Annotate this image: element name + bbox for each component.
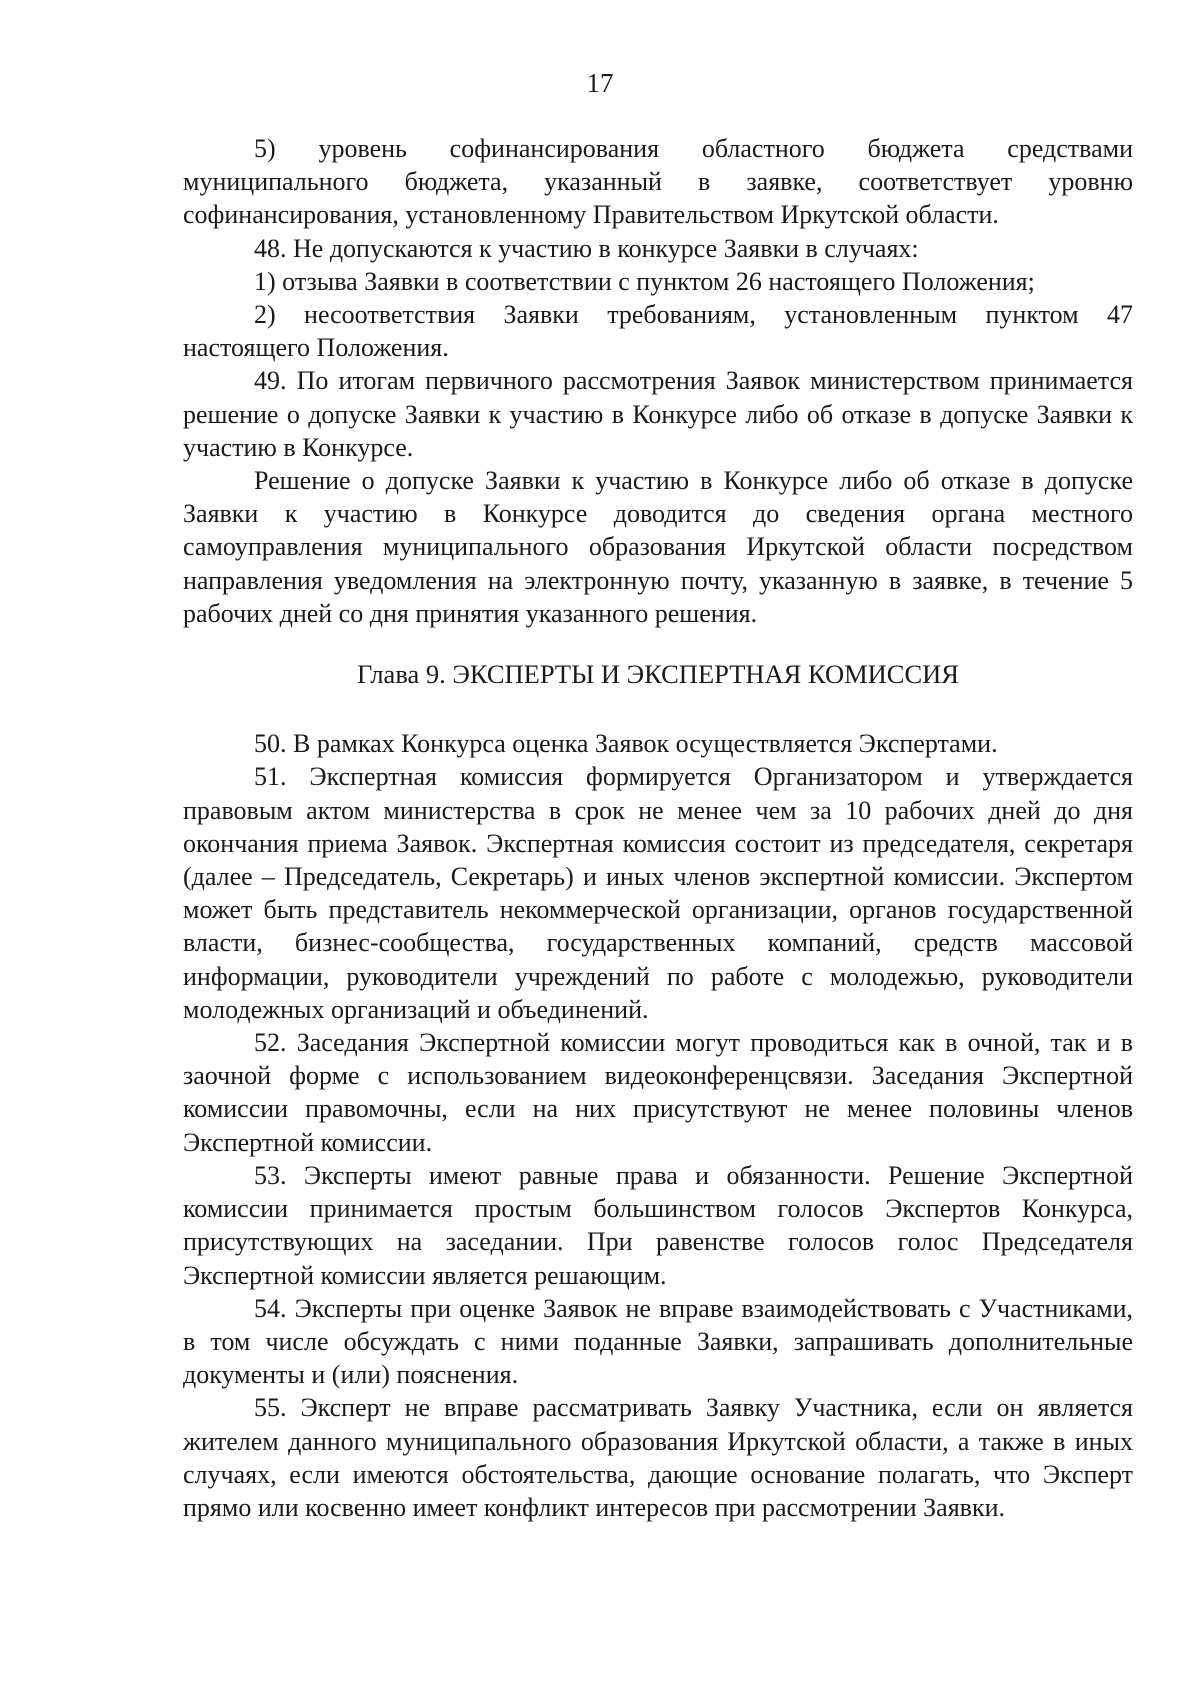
paragraph-50: 50. В рамках Конкурса оценка Заявок осуществляется Экспертами. xyxy=(254,729,998,759)
paragraph-53: 53. Эксперты имеют равные права и обязанности. Решение Экспертной комиссии принимается простым большинством голосов Экспертов Конкурса, присутствующих на заседании. При равенстве голосов голос Председателя Экспертной комиссии является решающим. xyxy=(183,1160,1133,1290)
paragraph-51: 51. Экспертная комиссия формируется Организатором и утверждается правовым актом министерства в срок не менее чем за 10 рабочих дней до дня окончания приема Заявок. Экспертная комиссия состоит из председателя, секретаря (далее – Председатель, Секретарь) и иных членов экспертной комиссии. Экспертом может быть представитель некоммерческой организации, органов государственной власти, бизнес-сообщества, государственных компаний, средств массовой информации, руководители учреждений по работе с молодежью, руководители молодежных организаций и объединений. xyxy=(183,762,1133,1024)
paragraph-54: 54. Эксперты при оценке Заявок не вправе взаимодействовать с Участниками, в том числе обсуждать с ними поданные Заявки, запрашивать дополнительные документы и (или) пояснения. xyxy=(183,1293,1133,1390)
chapter-heading: Глава 9. ЭКСПЕРТЫ И ЭКСПЕРТНАЯ КОМИССИЯ xyxy=(357,659,959,690)
paragraph-item-5: 5) уровень софинансирования областного бюджета средствами муниципального бюджета, указанный в заявке, соответствует уровню софинансирования, установленному Правительством Иркутской области. xyxy=(183,134,1133,230)
page-number: 17 xyxy=(586,68,614,98)
paragraph-48-item-2: 2) несоответствия Заявки требованиям, установленным пунктом 47 настоящего Положения. xyxy=(183,300,1133,363)
paragraph-49: 49. По итогам первичного рассмотрения Заявок министерством принимается решение о допуске Заявки к участию в Конкурсе либо об отказе в допуске Заявки к участию в Конкурсе. xyxy=(183,366,1133,462)
paragraph-48: 48. Не допускаются к участию в конкурсе Заявки в случаях: xyxy=(254,233,919,263)
paragraph-52: 52. Заседания Экспертной комиссии могут проводиться как в очной, так и в заочной форме с использованием видеоконференцсвязи. Заседания Экспертной комиссии правомочны, если на них присутствуют не менее половины членов Экспертной комиссии. xyxy=(183,1028,1133,1157)
document-body xyxy=(183,132,1133,1524)
paragraph-55: 55. Эксперт не вправе рассматривать Заявку Участника, если он является жителем данного муниципального образования Иркутской области, а также в иных случаях, если имеются обстоятельства, дающие основание полагать, что Эксперт прямо или косвенно имеет конфликт интересов при рассмотрении Заявки. xyxy=(183,1393,1133,1522)
paragraph-48-item-1: 1) отзыва Заявки в соответствии с пунктом 26 настоящего Положения; xyxy=(254,266,1035,296)
paragraph-49-decision: Решение о допуске Заявки к участию в Конкурсе либо об отказе в допуске Заявки к участию в Конкурсе доводится до сведения органа местного самоуправления муниципального образования Иркутской области посредством направления уведомления на электронную почту, указанную в заявке, в течение 5 рабочих дней со дня принятия указанного решения. xyxy=(183,466,1133,628)
